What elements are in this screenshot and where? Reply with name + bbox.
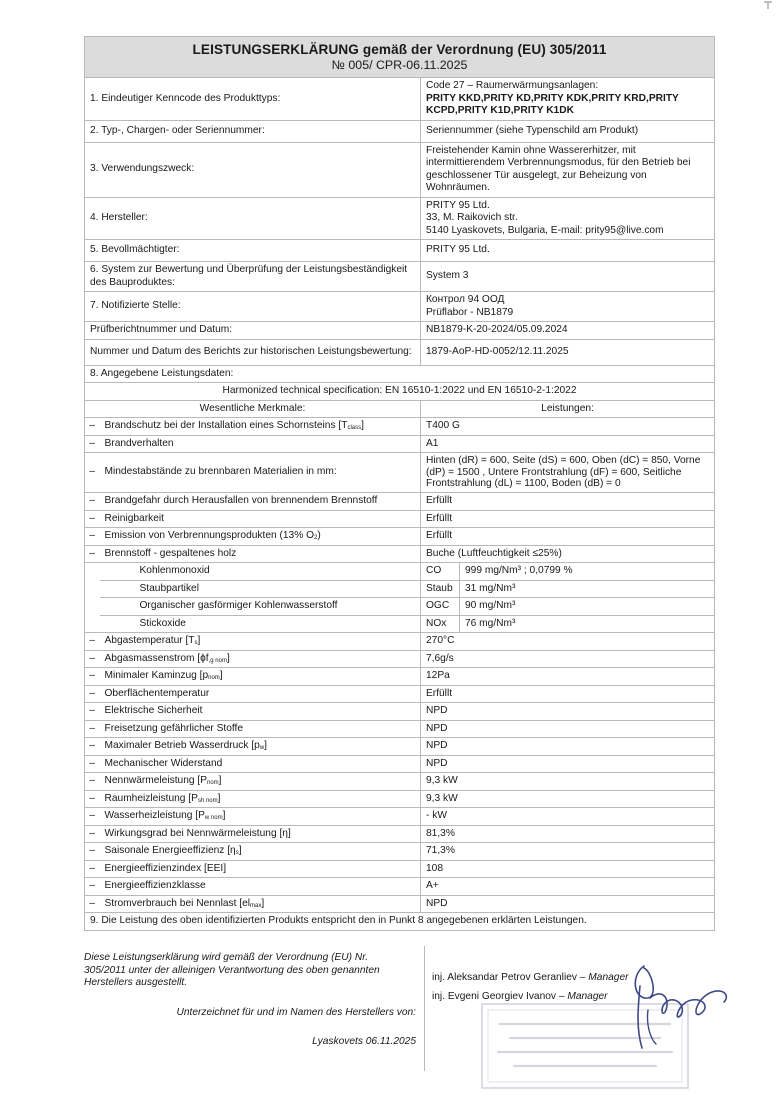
row-dash: – xyxy=(85,545,100,563)
address-line: 33, M. Raikovich str. xyxy=(426,212,518,223)
feature-value: A1 xyxy=(421,435,715,453)
feature-row xyxy=(85,493,715,511)
row-dash: – xyxy=(85,633,100,651)
row-dash: – xyxy=(85,843,100,861)
info-row xyxy=(85,292,715,322)
notified-body-name: Контрол 94 ООД xyxy=(426,294,505,305)
signed-for-statement: Unterzeichnet für und im Namen des Herstellers von: xyxy=(176,1007,416,1018)
document-title: LEISTUNGSERKLÄRUNG gemäß der Verordnung (EU) 305/2011 xyxy=(192,41,607,57)
feature-label: Energieeffizienzindex [EEI] xyxy=(100,860,421,878)
info-label: 6. System zur Bewertung und Überprüfung der Leistungsbeständigkeit des Bauproduktes: xyxy=(85,262,421,292)
info-label: 1. Eindeutiger Kenncode des Produkttyps: xyxy=(85,78,421,121)
emission-row xyxy=(85,563,715,581)
row-dash: – xyxy=(85,808,100,826)
feature-value: 7,6g/s xyxy=(421,650,715,668)
feature-row xyxy=(85,453,715,493)
feature-value: 108 xyxy=(421,860,715,878)
feature-row xyxy=(85,878,715,896)
feature-row xyxy=(85,755,715,773)
place-and-date: Lyaskovets 06.11.2025 xyxy=(312,1036,416,1047)
info-row xyxy=(85,120,715,142)
feature-label: Wasserheizleistung $[P_{w nom}]$ xyxy=(100,808,421,826)
feature-value: 12Pa xyxy=(421,668,715,686)
feature-value: 81,3% xyxy=(421,825,715,843)
info-row xyxy=(85,240,715,262)
row-dash-blank xyxy=(85,615,100,633)
row-dash: – xyxy=(85,528,100,546)
feature-row xyxy=(85,773,715,791)
emission-label: Staubpartikel xyxy=(100,580,421,598)
feature-row xyxy=(85,790,715,808)
feature-row xyxy=(85,668,715,686)
feature-label: Reinigbarkeit xyxy=(100,510,421,528)
responsibility-statement: Diese Leistungserklärung wird gemäß der Verordnung (EU) Nr. 305/2011 unter der alleinigen Verantwortung des oben genannten Herstellers ausgestellt. xyxy=(84,952,380,988)
feature-label: Abgasmassenstrom [ɸf$_{,g nom}$] xyxy=(100,650,421,668)
emission-label: Organischer gasförmiger Kohlenwasserstoff xyxy=(100,598,421,616)
declaration-table xyxy=(84,36,715,931)
signatory-1: inj. Aleksandar Petrov Geranliev – Manager xyxy=(432,972,629,983)
emission-code: OGC xyxy=(421,598,460,616)
feature-label: Brandschutz bei der Installation eines Schornsteins $[T_{class}]$ xyxy=(100,418,421,436)
info-row xyxy=(85,322,715,340)
row-dash: – xyxy=(85,773,100,791)
info-label: 4. Hersteller: xyxy=(85,197,421,240)
info-label: 5. Bevollmächtigter: xyxy=(85,240,421,262)
feature-value: Erfüllt xyxy=(421,685,715,703)
feature-row xyxy=(85,650,715,668)
row-dash: – xyxy=(85,685,100,703)
info-label: Prüfberichtnummer und Datum: xyxy=(85,322,421,340)
feature-row xyxy=(85,435,715,453)
row-dash: – xyxy=(85,738,100,756)
feature-row xyxy=(85,633,715,651)
feature-label: Elektrische Sicherheit xyxy=(100,703,421,721)
product-code-line: Code 27 – Raumerwärmungsanlagen: xyxy=(426,80,599,91)
row-dash: – xyxy=(85,878,100,896)
section-row xyxy=(85,365,715,383)
feature-value: 270°C xyxy=(421,633,715,651)
manufacturer-address xyxy=(421,197,715,240)
emission-code: Staub xyxy=(421,580,460,598)
feature-row xyxy=(85,685,715,703)
feature-value: NPD xyxy=(421,720,715,738)
info-value: NB1879-K-20-2024/05.09.2024 xyxy=(421,322,715,340)
feature-label: Maximaler Betrieb Wasserdruck $[p_w]$ xyxy=(100,738,421,756)
document-header xyxy=(85,37,715,78)
info-value: Seriennummer (siehe Typenschild am Produkt) xyxy=(421,120,715,142)
clearance-distances: Hinten (dR) = 600, Seite (dS) = 600, Oben (dC) = 850, Vorne (dP) = 1500 , Untere Frontstrahlung (dF) = 600, Seitliche Frontstrahlung (dL) = 1100, Boden (dB) = 0 xyxy=(421,453,715,493)
info-value: 1879-AoP-HD-0052/12.11.2025 xyxy=(421,339,715,365)
feature-row xyxy=(85,738,715,756)
row-dash-blank xyxy=(85,580,100,598)
feature-label: Raumheizleistung $[P_{sh nom}]$ xyxy=(100,790,421,808)
info-value xyxy=(421,78,715,121)
row-dash-blank xyxy=(85,563,100,581)
feature-value: 71,3% xyxy=(421,843,715,861)
notified-body-lab: Prüflabor - NB1879 xyxy=(426,306,514,318)
notified-body xyxy=(421,292,715,322)
row-dash: – xyxy=(85,895,100,913)
feature-value: NPD xyxy=(421,703,715,721)
feature-label: Nennwärmeleistung $[P_{nom}]$ xyxy=(100,773,421,791)
feature-label: Brandverhalten xyxy=(100,435,421,453)
row-dash: – xyxy=(85,510,100,528)
emission-value: 90 mg/Nm³ xyxy=(460,598,715,616)
info-label: 7. Notifizierte Stelle: xyxy=(85,292,421,322)
section-8-title: 8. Angegebene Leistungsdaten: xyxy=(85,365,715,383)
header-row xyxy=(85,37,715,78)
feature-label: Brennstoff - gespaltenes holz xyxy=(100,545,421,563)
feature-row xyxy=(85,528,715,546)
feature-value: A+ xyxy=(421,878,715,896)
feature-label: Abgastemperatur $[T_s]$ xyxy=(100,633,421,651)
section-9-statement: 9. Die Leistung des oben identifizierten Produkts entspricht den in Punkt 8 angegebenen erklärten Leistungen. xyxy=(85,913,715,931)
row-dash: – xyxy=(85,755,100,773)
document-number: № 005/ CPR-06.11.2025 xyxy=(331,57,468,72)
feature-label: Brandgefahr durch Herausfallen von brennendem Brennstoff xyxy=(100,493,421,511)
row-dash: – xyxy=(85,825,100,843)
info-label: Nummer und Datum des Berichts zur historischen Leistungsbewertung: xyxy=(85,339,421,365)
feature-row xyxy=(85,808,715,826)
emission-code: NOx xyxy=(421,615,460,633)
feature-row xyxy=(85,895,715,913)
feature-label: Mindestabstände zu brennbaren Materialien in mm: xyxy=(100,453,421,493)
declaration-note xyxy=(84,946,425,1071)
row-dash: – xyxy=(85,668,100,686)
feature-value: T400 G xyxy=(421,418,715,436)
row-dash: – xyxy=(85,703,100,721)
signatory-2: inj. Evgeni Georgiev Ivanov – Manager xyxy=(432,991,608,1002)
row-dash: – xyxy=(85,453,100,493)
emission-code: CO xyxy=(421,563,460,581)
info-label: 2. Typ-, Chargen- oder Seriennummer: xyxy=(85,120,421,142)
harmonized-spec: Harmonized technical specification: EN 16510-1:2022 und EN 16510-2-1:2022 xyxy=(85,383,715,401)
address-line: 5140 Lyaskovets, Bulgaria, E-mail: prity95@live.com xyxy=(426,224,664,236)
emission-label: Kohlenmonoxid xyxy=(100,563,421,581)
info-value: PRITY 95 Ltd. xyxy=(421,240,715,262)
feature-row xyxy=(85,825,715,843)
row-dash: – xyxy=(85,650,100,668)
info-label: 3. Verwendungszweck: xyxy=(85,142,421,197)
info-row xyxy=(85,78,715,121)
declaration-document xyxy=(84,36,714,931)
info-row xyxy=(85,262,715,292)
info-row xyxy=(85,197,715,240)
feature-value: 9,3 kW xyxy=(421,773,715,791)
emission-row xyxy=(85,580,715,598)
product-models: PRITY KKD,PRITY KD,PRITY KDK,PRITY KRD,PRITY KCPD,PRITY K1D,PRITY K1DK xyxy=(426,92,679,116)
emission-row xyxy=(85,598,715,616)
column-header-performance: Leistungen: xyxy=(421,400,715,418)
emission-value: 31 mg/Nm³ xyxy=(460,580,715,598)
feature-row xyxy=(85,510,715,528)
feature-value: Erfüllt xyxy=(421,493,715,511)
row-dash: – xyxy=(85,790,100,808)
feature-value: NPD xyxy=(421,895,715,913)
feature-row xyxy=(85,545,715,563)
info-row xyxy=(85,339,715,365)
feature-label: Freisetzung gefährlicher Stoffe xyxy=(100,720,421,738)
feature-label: Oberflächentemperatur xyxy=(100,685,421,703)
feature-label: Wirkungsgrad bei Nennwärmeleistung [η] xyxy=(100,825,421,843)
feature-row xyxy=(85,860,715,878)
feature-value: NPD xyxy=(421,738,715,756)
section-row xyxy=(85,383,715,401)
feature-label: Stromverbrauch bei Nennlast $[el_{max}]$ xyxy=(100,895,421,913)
scan-corner-mark xyxy=(762,0,774,10)
emission-label: Stickoxide xyxy=(100,615,421,633)
feature-label: Minimaler Kaminzug $[p_{nom}]$ xyxy=(100,668,421,686)
row-dash-blank xyxy=(85,598,100,616)
feature-value: Erfüllt xyxy=(421,510,715,528)
section-row xyxy=(85,913,715,931)
address-line: PRITY 95 Ltd. xyxy=(426,199,490,211)
column-header-features: Wesentliche Merkmale: xyxy=(85,400,421,418)
feature-value: NPD xyxy=(421,755,715,773)
feature-value: 9,3 kW xyxy=(421,790,715,808)
emission-value: 76 mg/Nm³ xyxy=(460,615,715,633)
emission-value: 999 mg/Nm³ ; 0,0799 % xyxy=(460,563,715,581)
feature-label: Energieeffizienzklasse xyxy=(100,878,421,896)
feature-row xyxy=(85,720,715,738)
handwritten-signature xyxy=(600,958,735,1053)
row-dash: – xyxy=(85,418,100,436)
info-row xyxy=(85,142,715,197)
feature-row xyxy=(85,703,715,721)
feature-value: - kW xyxy=(421,808,715,826)
row-dash: – xyxy=(85,435,100,453)
emission-row xyxy=(85,615,715,633)
row-dash: – xyxy=(85,720,100,738)
row-dash: – xyxy=(85,860,100,878)
column-header-row xyxy=(85,400,715,418)
info-value: Freistehender Kamin ohne Wassererhitzer, mit intermittierendem Verbrennungsmodus, für den Betrieb bei geschlossener Tür ausgelegt, zur Beheizung von Wohnräumen. xyxy=(421,142,715,197)
feature-label: Saisonale Energieeffizienz $[\eta_s]$ xyxy=(100,843,421,861)
info-value: System 3 xyxy=(421,262,715,292)
feature-label: Mechanischer Widerstand xyxy=(100,755,421,773)
feature-row xyxy=(85,843,715,861)
feature-value: Erfüllt xyxy=(421,528,715,546)
feature-value: Buche (Luftfeuchtigkeit ≤25%) xyxy=(421,545,715,563)
feature-row xyxy=(85,418,715,436)
feature-label: Emission von Verbrennungsprodukten (13% $O_2$) xyxy=(100,528,421,546)
row-dash: – xyxy=(85,493,100,511)
